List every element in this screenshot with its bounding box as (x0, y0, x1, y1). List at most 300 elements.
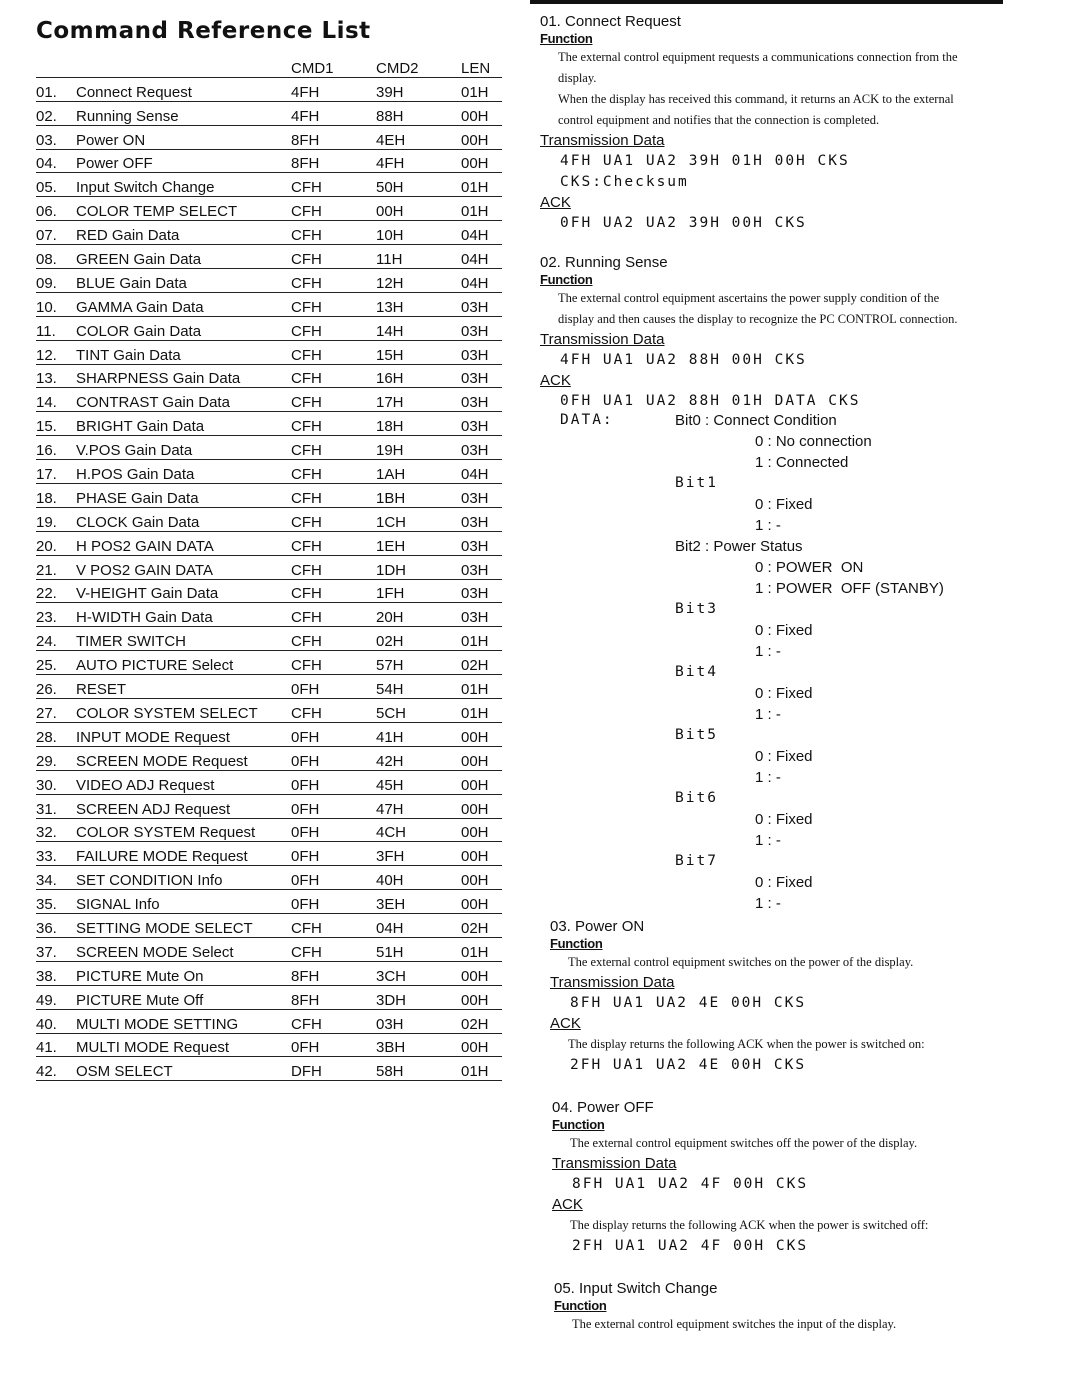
command-len: 00H (461, 890, 502, 914)
command-len: 02H (461, 914, 502, 938)
command-cmd2: 1DH (376, 555, 461, 579)
command-name: V-HEIGHT Gain Data (76, 579, 291, 603)
bit-label: Bit5 (675, 727, 718, 743)
command-cmd1: 0FH (291, 1033, 376, 1057)
ack-data: 2FH UA1 UA2 4F 00H CKS (572, 1238, 809, 1254)
bit-value: 0 : Fixed (755, 748, 813, 765)
description: display and then causes the display to recognize the PC CONTROL connection. (558, 312, 958, 326)
command-cmd2: 54H (376, 675, 461, 699)
bit-value: 1 : POWER OFF (STANBY) (755, 580, 944, 597)
command-cmd1: CFH (291, 460, 376, 484)
command-cmd2: 4CH (376, 818, 461, 842)
command-name: H.POS Gain Data (76, 460, 291, 484)
command-number: 40. (36, 1009, 76, 1033)
command-reference-list (36, 18, 506, 1081)
command-cmd2: 40H (376, 866, 461, 890)
command-cmd2: 5CH (376, 699, 461, 723)
table-row (36, 173, 502, 197)
command-number: 29. (36, 746, 76, 770)
transmission-data: 4FH UA1 UA2 88H 00H CKS (560, 352, 807, 368)
command-number: 06. (36, 197, 76, 221)
command-name: SCREEN MODE Request (76, 746, 291, 770)
command-cmd1: 8FH (291, 125, 376, 149)
command-len: 00H (461, 746, 502, 770)
table-row (36, 388, 502, 412)
table-row (36, 842, 502, 866)
table-row (36, 866, 502, 890)
command-cmd1: CFH (291, 507, 376, 531)
description: The external control equipment switches off the power of the display. (570, 1136, 918, 1150)
command-number: 30. (36, 770, 76, 794)
transmission-data: 8FH UA1 UA2 4F 00H CKS (572, 1176, 809, 1192)
command-name: FAILURE MODE Request (76, 842, 291, 866)
command-len: 04H (461, 221, 502, 245)
table-row (36, 627, 502, 651)
command-number: 38. (36, 961, 76, 985)
command-cmd2: 51H (376, 937, 461, 961)
description: The external control equipment switches the input of the display. (572, 1317, 897, 1331)
section-title: 01. Connect Request (540, 13, 681, 30)
command-cmd2: 3DH (376, 985, 461, 1009)
table-row (36, 985, 502, 1009)
ack-description: The display returns the following ACK when the power is switched off: (570, 1218, 929, 1232)
command-name: Power ON (76, 125, 291, 149)
command-name: COLOR SYSTEM Request (76, 818, 291, 842)
command-name: H POS2 GAIN DATA (76, 531, 291, 555)
function-label: Function (554, 1298, 607, 1313)
table-row (36, 340, 502, 364)
section-title: 02. Running Sense (540, 254, 668, 271)
transmission-data: 8FH UA1 UA2 4E 00H CKS (570, 995, 807, 1011)
command-cmd2: 1BH (376, 484, 461, 508)
table-row (36, 818, 502, 842)
command-cmd1: CFH (291, 627, 376, 651)
ack-description: The display returns the following ACK when the power is switched on: (568, 1037, 925, 1051)
command-cmd1: CFH (291, 340, 376, 364)
command-details (540, 12, 1010, 1335)
command-len: 03H (461, 484, 502, 508)
command-number: 09. (36, 269, 76, 293)
command-number: 42. (36, 1057, 76, 1081)
description: The external control equipment switches on the power of the display. (568, 955, 914, 969)
page-title: Command Reference List (36, 18, 371, 44)
command-cmd2: 00H (376, 197, 461, 221)
command-cmd2: 15H (376, 340, 461, 364)
section-title: 05. Input Switch Change (554, 1280, 718, 1297)
command-len: 03H (461, 340, 502, 364)
table-row (36, 579, 502, 603)
table-row (36, 770, 502, 794)
bit-value: 1 : - (755, 643, 781, 660)
command-number: 12. (36, 340, 76, 364)
command-cmd1: 0FH (291, 818, 376, 842)
command-number: 27. (36, 699, 76, 723)
command-number: 13. (36, 364, 76, 388)
command-name: BRIGHT Gain Data (76, 412, 291, 436)
command-cmd1: DFH (291, 1057, 376, 1081)
table-row (36, 937, 502, 961)
command-name: VIDEO ADJ Request (76, 770, 291, 794)
command-cmd2: 3CH (376, 961, 461, 985)
command-cmd2: 3EH (376, 890, 461, 914)
command-name: RESET (76, 675, 291, 699)
command-len: 00H (461, 770, 502, 794)
command-len: 04H (461, 269, 502, 293)
command-number: 04. (36, 149, 76, 173)
command-number: 25. (36, 651, 76, 675)
command-cmd1: 0FH (291, 722, 376, 746)
command-number: 02. (36, 101, 76, 125)
command-cmd2: 4EH (376, 125, 461, 149)
command-len: 04H (461, 245, 502, 269)
command-len: 03H (461, 364, 502, 388)
header-cmd1: CMD1 (291, 54, 376, 77)
table-row (36, 412, 502, 436)
command-cmd1: CFH (291, 531, 376, 555)
bit-label: Bit4 (675, 664, 718, 680)
command-cmd1: 8FH (291, 149, 376, 173)
ack-label: ACK (550, 1015, 581, 1032)
table-row (36, 675, 502, 699)
bit-value: 0 : Fixed (755, 685, 813, 702)
command-len: 00H (461, 101, 502, 125)
command-len: 03H (461, 292, 502, 316)
bit-label: Bit2 : Power Status (675, 538, 803, 555)
command-len: 01H (461, 1057, 502, 1081)
command-cmd1: CFH (291, 484, 376, 508)
command-name: V POS2 GAIN DATA (76, 555, 291, 579)
table-row (36, 914, 502, 938)
transmission-data: 4FH UA1 UA2 39H 01H 00H CKS (560, 153, 850, 169)
command-cmd2: 03H (376, 1009, 461, 1033)
table-row (36, 77, 502, 101)
table-row (36, 316, 502, 340)
table-row (36, 699, 502, 723)
header-len: LEN (461, 54, 502, 77)
command-name: Power OFF (76, 149, 291, 173)
section-05 (554, 1279, 1010, 1335)
table-row (36, 531, 502, 555)
section-04 (552, 1098, 1010, 1257)
command-len: 01H (461, 627, 502, 651)
bit-value: 0 : Fixed (755, 622, 813, 639)
command-number: 35. (36, 890, 76, 914)
command-number: 10. (36, 292, 76, 316)
command-cmd1: 8FH (291, 961, 376, 985)
command-len: 01H (461, 173, 502, 197)
command-name: Connect Request (76, 77, 291, 101)
bit-value: 1 : - (755, 517, 781, 534)
ack-label: ACK (552, 1196, 583, 1213)
command-number: 28. (36, 722, 76, 746)
command-name: PHASE Gain Data (76, 484, 291, 508)
command-cmd1: 4FH (291, 77, 376, 101)
command-len: 02H (461, 1009, 502, 1033)
command-len: 01H (461, 675, 502, 699)
command-cmd2: 13H (376, 292, 461, 316)
command-name: COLOR Gain Data (76, 316, 291, 340)
command-cmd2: 1AH (376, 460, 461, 484)
command-name: V.POS Gain Data (76, 436, 291, 460)
bit-label: Bit0 : Connect Condition (675, 412, 837, 429)
command-cmd1: CFH (291, 173, 376, 197)
command-number: 01. (36, 77, 76, 101)
command-cmd1: CFH (291, 364, 376, 388)
command-cmd1: 0FH (291, 890, 376, 914)
command-number: 31. (36, 794, 76, 818)
command-len: 00H (461, 149, 502, 173)
bit-value: 0 : No connection (755, 433, 872, 450)
table-row (36, 603, 502, 627)
ack-label: ACK (540, 372, 571, 389)
bit-value: 0 : Fixed (755, 496, 813, 513)
bit-value: 1 : Connected (755, 454, 849, 471)
transmission-label: Transmission Data (552, 1155, 677, 1172)
command-name: MULTI MODE Request (76, 1033, 291, 1057)
table-row (36, 269, 502, 293)
command-len: 03H (461, 507, 502, 531)
table-row (36, 149, 502, 173)
description: When the display has received this command, it returns an ACK to the external (558, 92, 954, 106)
description: control equipment and notifies that the connection is completed. (558, 113, 880, 127)
table-row (36, 292, 502, 316)
table-row (36, 460, 502, 484)
table-row (36, 722, 502, 746)
command-len: 02H (461, 651, 502, 675)
command-cmd1: CFH (291, 651, 376, 675)
bit-label: Bit1 (675, 475, 718, 491)
command-number: 11. (36, 316, 76, 340)
command-cmd1: CFH (291, 699, 376, 723)
command-cmd1: CFH (291, 937, 376, 961)
command-cmd1: CFH (291, 292, 376, 316)
command-cmd1: CFH (291, 221, 376, 245)
table-row (36, 555, 502, 579)
command-number: 21. (36, 555, 76, 579)
command-len: 00H (461, 722, 502, 746)
table-row (36, 125, 502, 149)
command-cmd2: 3BH (376, 1033, 461, 1057)
command-len: 04H (461, 460, 502, 484)
command-number: 33. (36, 842, 76, 866)
table-row (36, 364, 502, 388)
ack-data: 0FH UA1 UA2 88H 01H DATA CKS (560, 393, 861, 409)
command-cmd1: CFH (291, 388, 376, 412)
function-label: Function (540, 272, 593, 287)
command-len: 03H (461, 531, 502, 555)
command-name: COLOR TEMP SELECT (76, 197, 291, 221)
bit-label: Bit7 (675, 853, 718, 869)
bit-value: 0 : POWER ON (755, 559, 864, 576)
command-name: TIMER SWITCH (76, 627, 291, 651)
command-name: SET CONDITION Info (76, 866, 291, 890)
command-name: SETTING MODE SELECT (76, 914, 291, 938)
command-number: 14. (36, 388, 76, 412)
command-cmd2: 11H (376, 245, 461, 269)
table-row (36, 1057, 502, 1081)
command-cmd2: 1EH (376, 531, 461, 555)
command-cmd2: 47H (376, 794, 461, 818)
command-cmd2: 1CH (376, 507, 461, 531)
description: The external control equipment ascertains the power supply condition of the (558, 291, 940, 305)
function-label: Function (540, 31, 593, 46)
command-len: 01H (461, 197, 502, 221)
command-cmd2: 12H (376, 269, 461, 293)
command-cmd2: 41H (376, 722, 461, 746)
command-rows (36, 77, 502, 1080)
command-number: 49. (36, 985, 76, 1009)
command-cmd2: 20H (376, 603, 461, 627)
command-cmd1: 0FH (291, 866, 376, 890)
command-cmd2: 50H (376, 173, 461, 197)
command-len: 00H (461, 842, 502, 866)
command-cmd2: 04H (376, 914, 461, 938)
command-number: 24. (36, 627, 76, 651)
command-name: GAMMA Gain Data (76, 292, 291, 316)
command-name: INPUT MODE Request (76, 722, 291, 746)
command-len: 00H (461, 866, 502, 890)
command-len: 01H (461, 77, 502, 101)
table-row (36, 197, 502, 221)
command-number: 32. (36, 818, 76, 842)
command-cmd1: 0FH (291, 746, 376, 770)
command-name: PICTURE Mute On (76, 961, 291, 985)
command-len: 03H (461, 388, 502, 412)
command-number: 41. (36, 1033, 76, 1057)
table-row (36, 651, 502, 675)
command-cmd1: 0FH (291, 842, 376, 866)
table-row (36, 436, 502, 460)
command-len: 03H (461, 579, 502, 603)
command-len: 00H (461, 125, 502, 149)
data-bit-table (540, 412, 1010, 911)
command-len: 03H (461, 436, 502, 460)
command-len: 00H (461, 985, 502, 1009)
description: display. (558, 71, 597, 85)
command-cmd1: CFH (291, 245, 376, 269)
table-row (36, 794, 502, 818)
command-number: 23. (36, 603, 76, 627)
bit-value: 0 : Fixed (755, 874, 813, 891)
command-cmd2: 14H (376, 316, 461, 340)
command-cmd2: 1FH (376, 579, 461, 603)
command-cmd2: 58H (376, 1057, 461, 1081)
command-number: 03. (36, 125, 76, 149)
command-number: 05. (36, 173, 76, 197)
ack-data: 2FH UA1 UA2 4E 00H CKS (570, 1057, 807, 1073)
bit-label: Bit6 (675, 790, 718, 806)
command-cmd2: 4FH (376, 149, 461, 173)
command-len: 03H (461, 412, 502, 436)
command-len: 03H (461, 555, 502, 579)
section-01 (540, 12, 1010, 234)
table-row (36, 507, 502, 531)
command-len: 00H (461, 794, 502, 818)
command-cmd1: CFH (291, 555, 376, 579)
command-len: 00H (461, 818, 502, 842)
command-cmd1: 0FH (291, 675, 376, 699)
command-name: Running Sense (76, 101, 291, 125)
table-row (36, 245, 502, 269)
table-row (36, 746, 502, 770)
command-cmd2: 19H (376, 436, 461, 460)
command-number: 26. (36, 675, 76, 699)
command-number: 18. (36, 484, 76, 508)
command-name: SIGNAL Info (76, 890, 291, 914)
ack-label: ACK (540, 194, 571, 211)
table-header (36, 54, 502, 77)
command-cmd1: 4FH (291, 101, 376, 125)
table-row (36, 1009, 502, 1033)
ack-data: 0FH UA2 UA2 39H 00H CKS (560, 215, 807, 231)
command-cmd1: 0FH (291, 794, 376, 818)
table-row (36, 890, 502, 914)
transmission-label: Transmission Data (550, 974, 675, 991)
command-name: AUTO PICTURE Select (76, 651, 291, 675)
command-name: CLOCK Gain Data (76, 507, 291, 531)
bit-value: 1 : - (755, 832, 781, 849)
command-cmd1: 8FH (291, 985, 376, 1009)
command-cmd1: CFH (291, 412, 376, 436)
command-cmd1: CFH (291, 914, 376, 938)
command-name: OSM SELECT (76, 1057, 291, 1081)
command-cmd2: 16H (376, 364, 461, 388)
command-name: Input Switch Change (76, 173, 291, 197)
bit-value: 0 : Fixed (755, 811, 813, 828)
command-name: SHARPNESS Gain Data (76, 364, 291, 388)
command-cmd1: CFH (291, 269, 376, 293)
command-cmd2: 10H (376, 221, 461, 245)
command-cmd2: 02H (376, 627, 461, 651)
bit-value: 1 : - (755, 895, 781, 912)
command-number: 17. (36, 460, 76, 484)
command-cmd1: CFH (291, 579, 376, 603)
command-name: PICTURE Mute Off (76, 985, 291, 1009)
command-name: MULTI MODE SETTING (76, 1009, 291, 1033)
command-len: 00H (461, 961, 502, 985)
section-02 (540, 253, 1010, 911)
command-cmd1: 0FH (291, 770, 376, 794)
command-cmd2: 57H (376, 651, 461, 675)
command-cmd2: 39H (376, 77, 461, 101)
command-len: 03H (461, 603, 502, 627)
bit-value: 1 : - (755, 706, 781, 723)
command-cmd1: CFH (291, 436, 376, 460)
transmission-label: Transmission Data (540, 331, 665, 348)
section-03 (550, 917, 1010, 1076)
command-number: 16. (36, 436, 76, 460)
command-len: 03H (461, 316, 502, 340)
command-number: 34. (36, 866, 76, 890)
section-title: 03. Power ON (550, 918, 645, 935)
table-row (36, 221, 502, 245)
command-number: 08. (36, 245, 76, 269)
table-row (36, 101, 502, 125)
command-name: COLOR SYSTEM SELECT (76, 699, 291, 723)
command-len: 01H (461, 699, 502, 723)
description: The external control equipment requests a communications connection from the (558, 50, 958, 64)
command-cmd2: 45H (376, 770, 461, 794)
command-name: SCREEN ADJ Request (76, 794, 291, 818)
command-number: 22. (36, 579, 76, 603)
table-row (36, 1033, 502, 1057)
command-name: GREEN Gain Data (76, 245, 291, 269)
table-row (36, 484, 502, 508)
command-cmd2: 3FH (376, 842, 461, 866)
command-number: 20. (36, 531, 76, 555)
command-name: RED Gain Data (76, 221, 291, 245)
table-row (36, 961, 502, 985)
